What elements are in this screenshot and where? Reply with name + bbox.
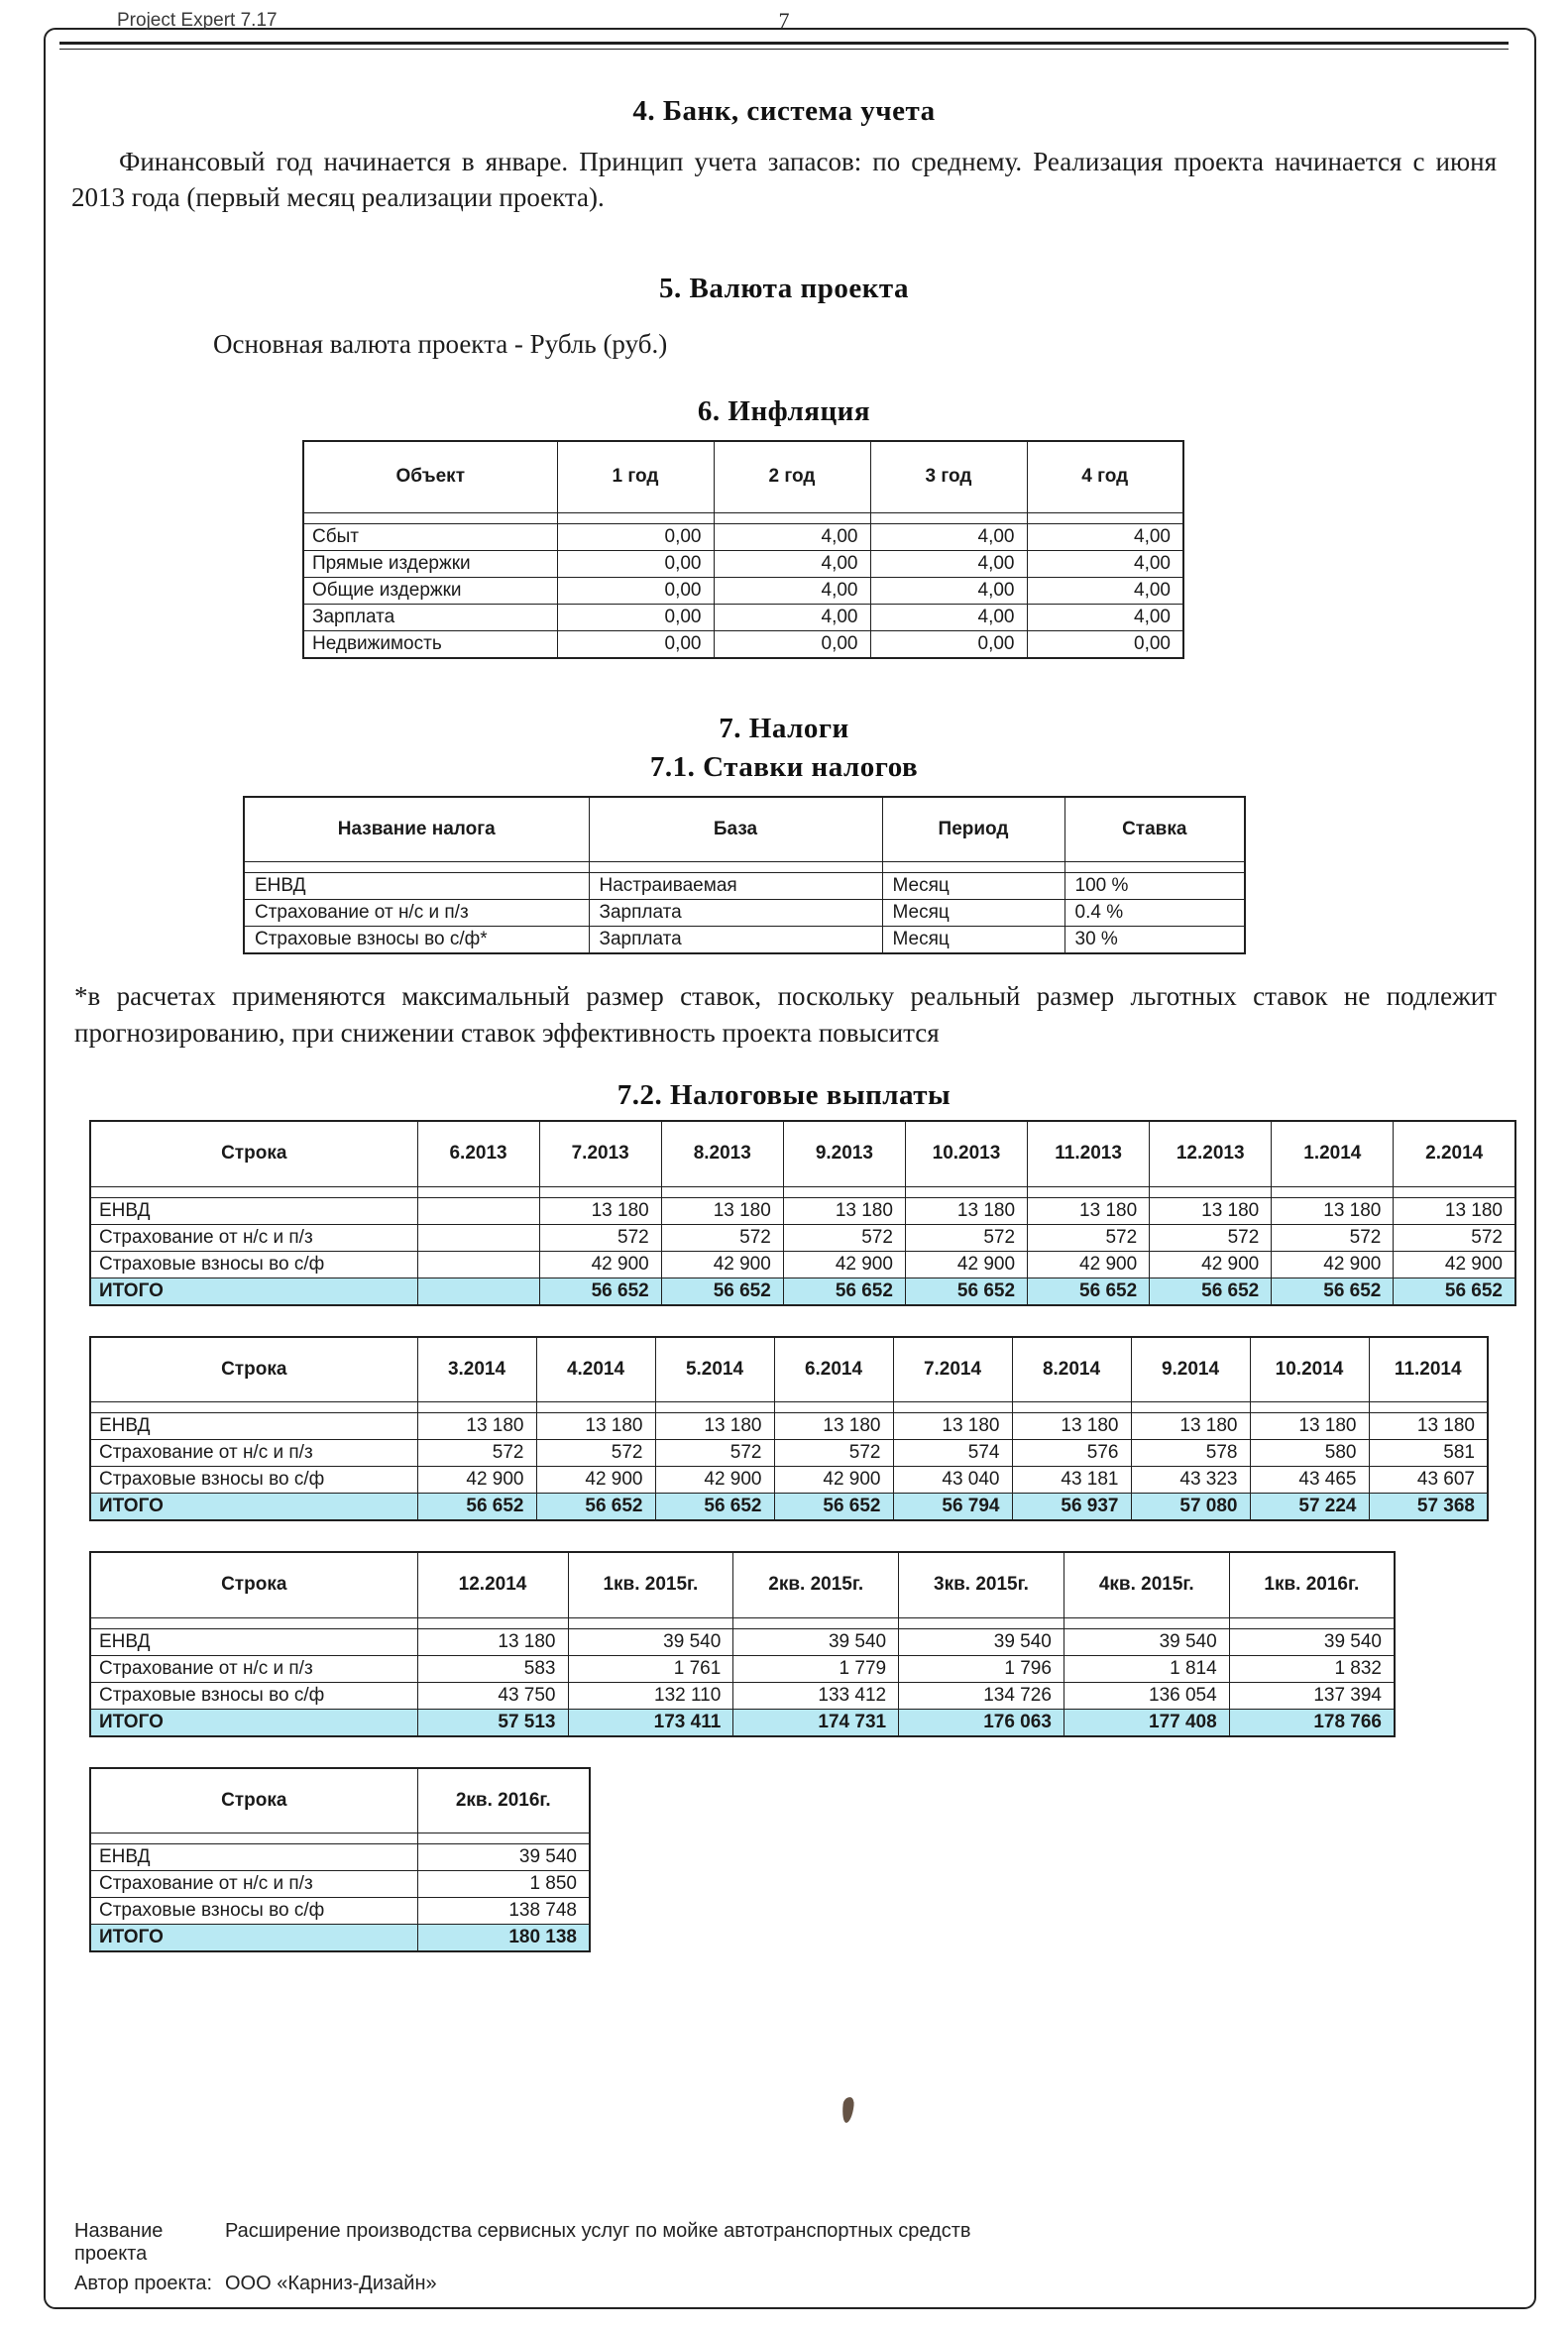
table-cell: Месяц xyxy=(882,927,1064,954)
table-cell: 56 652 xyxy=(783,1278,905,1305)
tax-rates-table xyxy=(243,796,1246,955)
table-cell: 39 540 xyxy=(417,1844,590,1871)
table-cell: Прямые издержки xyxy=(303,550,557,577)
column-header: 9.2013 xyxy=(783,1121,905,1186)
column-header: 4.2014 xyxy=(536,1337,655,1402)
table-row xyxy=(90,1494,1488,1521)
table-cell: 43 181 xyxy=(1012,1467,1131,1494)
column-header: 2 год xyxy=(714,441,870,512)
table-row xyxy=(244,927,1245,954)
column-header: 1кв. 2015г. xyxy=(568,1552,733,1617)
page-header xyxy=(0,8,1568,34)
table-cell: Настраиваемая xyxy=(589,873,882,900)
spacer-cell xyxy=(661,1186,783,1197)
table-cell: ЕНВД xyxy=(90,1197,417,1224)
section-title-currency: 5. Валюта проекта xyxy=(658,273,909,304)
spacer-cell xyxy=(1229,1617,1395,1628)
table-cell: 13 180 xyxy=(1250,1413,1369,1440)
table-cell: 43 040 xyxy=(893,1467,1012,1494)
table-cell: 57 224 xyxy=(1250,1494,1369,1521)
table-cell: 13 180 xyxy=(655,1413,774,1440)
column-header: 5.2014 xyxy=(655,1337,774,1402)
spacer-cell xyxy=(1064,1617,1229,1628)
table-cell: 13 180 xyxy=(1012,1413,1131,1440)
column-header: 6.2014 xyxy=(774,1337,893,1402)
spacer-cell xyxy=(303,512,557,523)
table-cell: 42 900 xyxy=(1272,1251,1394,1278)
table-cell: 136 054 xyxy=(1064,1682,1229,1709)
spacer-cell xyxy=(893,1402,1012,1413)
spacer-row xyxy=(303,512,1183,523)
spacer-cell xyxy=(899,1617,1064,1628)
table-cell: 580 xyxy=(1250,1440,1369,1467)
table-cell: Страховые взносы во с/ф xyxy=(90,1898,417,1925)
column-header: Строка xyxy=(90,1552,417,1617)
table-cell: 4,00 xyxy=(870,523,1027,550)
table-cell: 30 % xyxy=(1064,927,1245,954)
table-row xyxy=(303,630,1183,658)
table-cell: Страхование от н/с и п/з xyxy=(90,1871,417,1898)
table-cell: 572 xyxy=(905,1224,1027,1251)
spacer-cell xyxy=(655,1402,774,1413)
table-cell: 56 652 xyxy=(1272,1278,1394,1305)
column-header: 3кв. 2015г. xyxy=(899,1552,1064,1617)
table-cell: 178 766 xyxy=(1229,1709,1395,1736)
table-row xyxy=(90,1413,1488,1440)
header-row xyxy=(303,441,1183,512)
table-cell: 1 761 xyxy=(568,1655,733,1682)
section-title-tax-payments: 7.2. Налоговые выплаты xyxy=(616,1079,952,1111)
project-name-value: Расширение производства сервисных услуг по мойке автотранспортных средств xyxy=(225,2220,971,2242)
table-cell: Страховые взносы во с/ф xyxy=(90,1251,417,1278)
spacer-row xyxy=(90,1186,1515,1197)
table-cell: 4,00 xyxy=(1027,523,1183,550)
table-cell: 0,00 xyxy=(870,630,1027,658)
table-cell: 0,00 xyxy=(557,550,714,577)
table-cell: 1 832 xyxy=(1229,1655,1395,1682)
table-cell: ЕНВД xyxy=(244,873,589,900)
table-row xyxy=(90,1898,590,1925)
footer-author-row xyxy=(74,2273,1462,2295)
column-header: 10.2013 xyxy=(905,1121,1027,1186)
table-row xyxy=(90,1628,1395,1655)
table-cell: 43 607 xyxy=(1369,1467,1488,1494)
spacer-cell xyxy=(1131,1402,1250,1413)
spacer-cell xyxy=(417,1617,568,1628)
table-cell: 13 180 xyxy=(417,1413,536,1440)
table-cell: 4,00 xyxy=(870,604,1027,630)
table-cell: 176 063 xyxy=(899,1709,1064,1736)
spacer-cell xyxy=(90,1402,417,1413)
page-number: 7 xyxy=(778,8,790,33)
table-cell: Страховые взносы во с/ф xyxy=(90,1682,417,1709)
table-cell: 39 540 xyxy=(1064,1628,1229,1655)
table-cell xyxy=(417,1251,539,1278)
table-cell: 56 652 xyxy=(661,1278,783,1305)
table-cell: ИТОГО xyxy=(90,1494,417,1521)
spacer-cell xyxy=(905,1186,1027,1197)
table-cell: 13 180 xyxy=(1131,1413,1250,1440)
table-cell: Страховые взносы во с/ф* xyxy=(244,927,589,954)
table-cell: 574 xyxy=(893,1440,1012,1467)
table-row xyxy=(90,1278,1515,1305)
section-title-bank: 4. Банк, система учета xyxy=(632,95,936,127)
spacer-cell xyxy=(1028,1186,1150,1197)
table-cell: 137 394 xyxy=(1229,1682,1395,1709)
table-cell: 13 180 xyxy=(539,1197,661,1224)
table-row xyxy=(90,1224,1515,1251)
table-row xyxy=(90,1440,1488,1467)
column-header: 12.2014 xyxy=(417,1552,568,1617)
table-row xyxy=(90,1871,590,1898)
table-cell: 13 180 xyxy=(893,1413,1012,1440)
table-cell: 576 xyxy=(1012,1440,1131,1467)
table-row xyxy=(90,1197,1515,1224)
bank-paragraph: Финансовый год начинается в январе. Принцип учета запасов: по среднему. Реализация проекта начинается с июня 2013 года (первый месяц реализации проекта). xyxy=(71,147,1497,212)
inflation-table xyxy=(302,440,1184,659)
table-cell: 4,00 xyxy=(714,523,870,550)
table-cell: 56 652 xyxy=(1150,1278,1272,1305)
table-cell: 57 368 xyxy=(1369,1494,1488,1521)
table-cell: 13 180 xyxy=(783,1197,905,1224)
table-row xyxy=(303,550,1183,577)
table-cell: 42 900 xyxy=(905,1251,1027,1278)
spacer-cell xyxy=(589,862,882,873)
table-cell: 43 465 xyxy=(1250,1467,1369,1494)
table-cell: 56 652 xyxy=(1028,1278,1150,1305)
spacer-cell xyxy=(1150,1186,1272,1197)
column-header: Строка xyxy=(90,1768,417,1833)
table-cell: 4,00 xyxy=(1027,550,1183,577)
header-rule xyxy=(59,42,1509,50)
table-cell: 572 xyxy=(783,1224,905,1251)
spacer-cell xyxy=(1250,1402,1369,1413)
column-header: Строка xyxy=(90,1121,417,1186)
table-cell: 180 138 xyxy=(417,1925,590,1952)
table-cell: Месяц xyxy=(882,900,1064,927)
table-cell: 4,00 xyxy=(870,550,1027,577)
table-cell: 572 xyxy=(774,1440,893,1467)
document-content xyxy=(59,52,1509,1952)
table-cell: 1 779 xyxy=(733,1655,899,1682)
column-header: 3 год xyxy=(870,441,1027,512)
column-header: 10.2014 xyxy=(1250,1337,1369,1402)
table-cell: 39 540 xyxy=(733,1628,899,1655)
table-cell: 13 180 xyxy=(1028,1197,1150,1224)
spacer-cell xyxy=(1272,1186,1394,1197)
column-header: Объект xyxy=(303,441,557,512)
table-cell: ЕНВД xyxy=(90,1844,417,1871)
table-cell: 42 900 xyxy=(417,1467,536,1494)
table-cell xyxy=(417,1278,539,1305)
table-cell: 572 xyxy=(655,1440,774,1467)
spacer-cell xyxy=(536,1402,655,1413)
app-version-label: Project Expert 7.17 xyxy=(117,10,278,31)
table-cell: Страхование от н/с и п/з xyxy=(244,900,589,927)
table-cell: 13 180 xyxy=(536,1413,655,1440)
author-value: ООО «Карниз-Дизайн» xyxy=(225,2273,437,2294)
table-cell: 578 xyxy=(1131,1440,1250,1467)
table-cell: ЕНВД xyxy=(90,1413,417,1440)
spacer-cell xyxy=(90,1186,417,1197)
table-cell: 572 xyxy=(536,1440,655,1467)
table-cell: Зарплата xyxy=(589,900,882,927)
table-row xyxy=(303,604,1183,630)
spacer-cell xyxy=(870,512,1027,523)
spacer-cell xyxy=(783,1186,905,1197)
table-cell: 56 794 xyxy=(893,1494,1012,1521)
table-cell: 56 652 xyxy=(539,1278,661,1305)
table-cell: ЕНВД xyxy=(90,1628,417,1655)
column-header: 1.2014 xyxy=(1272,1121,1394,1186)
spacer-cell xyxy=(417,1833,590,1844)
spacer-row xyxy=(90,1617,1395,1628)
table-cell: 572 xyxy=(539,1224,661,1251)
spacer-cell xyxy=(1027,512,1183,523)
column-header: Строка xyxy=(90,1337,417,1402)
table-cell: ИТОГО xyxy=(90,1709,417,1736)
spacer-cell xyxy=(714,512,870,523)
table-cell: 42 900 xyxy=(536,1467,655,1494)
spacer-cell xyxy=(1012,1402,1131,1413)
table-cell: Страхование от н/с и п/з xyxy=(90,1655,417,1682)
spacer-cell xyxy=(774,1402,893,1413)
table-cell: 572 xyxy=(661,1224,783,1251)
table-cell: 13 180 xyxy=(1272,1197,1394,1224)
table-cell: Зарплата xyxy=(589,927,882,954)
table-cell: 174 731 xyxy=(733,1709,899,1736)
header-row xyxy=(90,1552,1395,1617)
column-header: 9.2014 xyxy=(1131,1337,1250,1402)
tax-payments-table-2 xyxy=(89,1336,1489,1522)
table-cell: 4,00 xyxy=(714,577,870,604)
table-cell: Страховые взносы во с/ф xyxy=(90,1467,417,1494)
table-row xyxy=(244,873,1245,900)
column-header: 2кв. 2015г. xyxy=(733,1552,899,1617)
table-row xyxy=(244,900,1245,927)
table-cell: Страхование от н/с и п/з xyxy=(90,1440,417,1467)
author-label: Автор проекта: xyxy=(74,2273,213,2294)
spacer-cell xyxy=(1369,1402,1488,1413)
table-cell: Месяц xyxy=(882,873,1064,900)
table-cell: 13 180 xyxy=(1369,1413,1488,1440)
table-cell: 39 540 xyxy=(899,1628,1064,1655)
table-cell: 43 323 xyxy=(1131,1467,1250,1494)
table-cell: 42 900 xyxy=(774,1467,893,1494)
table-cell: 134 726 xyxy=(899,1682,1064,1709)
table-cell: 42 900 xyxy=(655,1467,774,1494)
column-header: Период xyxy=(882,797,1064,862)
table-cell: 13 180 xyxy=(661,1197,783,1224)
column-header: 3.2014 xyxy=(417,1337,536,1402)
table-cell: 42 900 xyxy=(783,1251,905,1278)
table-cell: Зарплата xyxy=(303,604,557,630)
table-cell: 42 900 xyxy=(1150,1251,1272,1278)
column-header: 1кв. 2016г. xyxy=(1229,1552,1395,1617)
tax-rates-footnote: *в расчетах применяются максимальный размер ставок, поскольку реальный размер льготных ставок не подлежит прогнозированию, при снижении ставок эффективность проекта повысится xyxy=(74,981,1497,1048)
table-cell: 42 900 xyxy=(1028,1251,1150,1278)
table-cell: 4,00 xyxy=(714,604,870,630)
table-cell: 581 xyxy=(1369,1440,1488,1467)
table-cell: 0,00 xyxy=(557,577,714,604)
table-cell: 0,00 xyxy=(1027,630,1183,658)
currency-line: Основная валюта проекта - Рубль (руб.) xyxy=(213,329,668,359)
spacer-cell xyxy=(1064,862,1245,873)
column-header: 6.2013 xyxy=(417,1121,539,1186)
table-cell: Общие издержки xyxy=(303,577,557,604)
spacer-row xyxy=(90,1402,1488,1413)
table-cell: 56 652 xyxy=(417,1494,536,1521)
header-row xyxy=(90,1337,1488,1402)
column-header: 8.2014 xyxy=(1012,1337,1131,1402)
table-row xyxy=(90,1251,1515,1278)
column-header: 4 год xyxy=(1027,441,1183,512)
table-row xyxy=(90,1844,590,1871)
table-cell: 572 xyxy=(1394,1224,1515,1251)
table-cell: 0,00 xyxy=(557,630,714,658)
table-cell: 0,00 xyxy=(557,604,714,630)
table-row xyxy=(303,523,1183,550)
table-cell: 42 900 xyxy=(661,1251,783,1278)
table-row xyxy=(303,577,1183,604)
table-cell: 39 540 xyxy=(568,1628,733,1655)
table-cell: 13 180 xyxy=(417,1628,568,1655)
tax-payments-table-4 xyxy=(89,1767,591,1953)
column-header: 12.2013 xyxy=(1150,1121,1272,1186)
table-cell: 100 % xyxy=(1064,873,1245,900)
table-row xyxy=(90,1709,1395,1736)
table-cell: 132 110 xyxy=(568,1682,733,1709)
table-cell: 57 080 xyxy=(1131,1494,1250,1521)
spacer-cell xyxy=(557,512,714,523)
header-row xyxy=(244,797,1245,862)
table-cell: 57 513 xyxy=(417,1709,568,1736)
table-cell: 13 180 xyxy=(1394,1197,1515,1224)
table-cell: 13 180 xyxy=(1150,1197,1272,1224)
section-title-taxes: 7. Налоги xyxy=(719,712,849,744)
table-cell: 56 652 xyxy=(905,1278,1027,1305)
table-cell: 138 748 xyxy=(417,1898,590,1925)
table-cell: 4,00 xyxy=(714,550,870,577)
column-header: 11.2013 xyxy=(1028,1121,1150,1186)
table-cell: 56 652 xyxy=(655,1494,774,1521)
column-header: 2кв. 2016г. xyxy=(417,1768,590,1833)
table-cell: 4,00 xyxy=(870,577,1027,604)
tax-payments-table-3 xyxy=(89,1551,1396,1737)
footer-project-row xyxy=(74,2220,1462,2266)
spacer-cell xyxy=(733,1617,899,1628)
spacer-cell xyxy=(539,1186,661,1197)
table-cell: 4,00 xyxy=(1027,577,1183,604)
spacer-row xyxy=(90,1833,590,1844)
table-cell: 572 xyxy=(1150,1224,1272,1251)
table-cell: 13 180 xyxy=(905,1197,1027,1224)
column-header: 7.2014 xyxy=(893,1337,1012,1402)
table-cell: 0,00 xyxy=(714,630,870,658)
column-header: 1 год xyxy=(557,441,714,512)
spacer-cell xyxy=(417,1402,536,1413)
table-cell: 173 411 xyxy=(568,1709,733,1736)
table-row xyxy=(90,1655,1395,1682)
table-cell: ИТОГО xyxy=(90,1278,417,1305)
table-cell: 56 937 xyxy=(1012,1494,1131,1521)
table-cell: 1 796 xyxy=(899,1655,1064,1682)
table-row xyxy=(90,1682,1395,1709)
spacer-cell xyxy=(882,862,1064,873)
table-cell: 177 408 xyxy=(1064,1709,1229,1736)
table-cell xyxy=(417,1197,539,1224)
spacer-cell xyxy=(417,1186,539,1197)
table-cell: 4,00 xyxy=(1027,604,1183,630)
header-row xyxy=(90,1121,1515,1186)
table-cell: 42 900 xyxy=(539,1251,661,1278)
table-cell: 1 850 xyxy=(417,1871,590,1898)
column-header: Название налога xyxy=(244,797,589,862)
column-header: 7.2013 xyxy=(539,1121,661,1186)
table-row xyxy=(90,1925,590,1952)
table-cell: 0,00 xyxy=(557,523,714,550)
table-cell: 42 900 xyxy=(1394,1251,1515,1278)
column-header: База xyxy=(589,797,882,862)
table-cell: Страхование от н/с и п/з xyxy=(90,1224,417,1251)
spacer-cell xyxy=(90,1617,417,1628)
table-cell: ИТОГО xyxy=(90,1925,417,1952)
table-cell: 583 xyxy=(417,1655,568,1682)
spacer-cell xyxy=(244,862,589,873)
spacer-row xyxy=(244,862,1245,873)
spacer-cell xyxy=(568,1617,733,1628)
column-header: 2.2014 xyxy=(1394,1121,1515,1186)
column-header: Ставка xyxy=(1064,797,1245,862)
section-title-tax-rates: 7.1. Ставки налогов xyxy=(649,750,919,783)
table-cell: 56 652 xyxy=(1394,1278,1515,1305)
table-cell: 572 xyxy=(417,1440,536,1467)
table-cell: 56 652 xyxy=(774,1494,893,1521)
table-cell: Сбыт xyxy=(303,523,557,550)
column-header: 8.2013 xyxy=(661,1121,783,1186)
table-cell: Недвижимость xyxy=(303,630,557,658)
table-cell: 572 xyxy=(1272,1224,1394,1251)
spacer-cell xyxy=(1394,1186,1515,1197)
header-row xyxy=(90,1768,590,1833)
document-footer xyxy=(74,2220,1462,2302)
table-cell: 43 750 xyxy=(417,1682,568,1709)
section-title-inflation: 6. Инфляция xyxy=(697,395,871,427)
tax-payments-table-1 xyxy=(89,1120,1516,1306)
column-header: 11.2014 xyxy=(1369,1337,1488,1402)
project-name-label: Название проекта xyxy=(74,2220,164,2265)
table-cell: 39 540 xyxy=(1229,1628,1395,1655)
table-cell: 56 652 xyxy=(536,1494,655,1521)
table-cell xyxy=(417,1224,539,1251)
column-header: 4кв. 2015г. xyxy=(1064,1552,1229,1617)
table-row xyxy=(90,1467,1488,1494)
table-cell: 133 412 xyxy=(733,1682,899,1709)
table-cell: 572 xyxy=(1028,1224,1150,1251)
spacer-cell xyxy=(90,1833,417,1844)
table-cell: 0.4 % xyxy=(1064,900,1245,927)
table-cell: 1 814 xyxy=(1064,1655,1229,1682)
table-cell: 13 180 xyxy=(774,1413,893,1440)
